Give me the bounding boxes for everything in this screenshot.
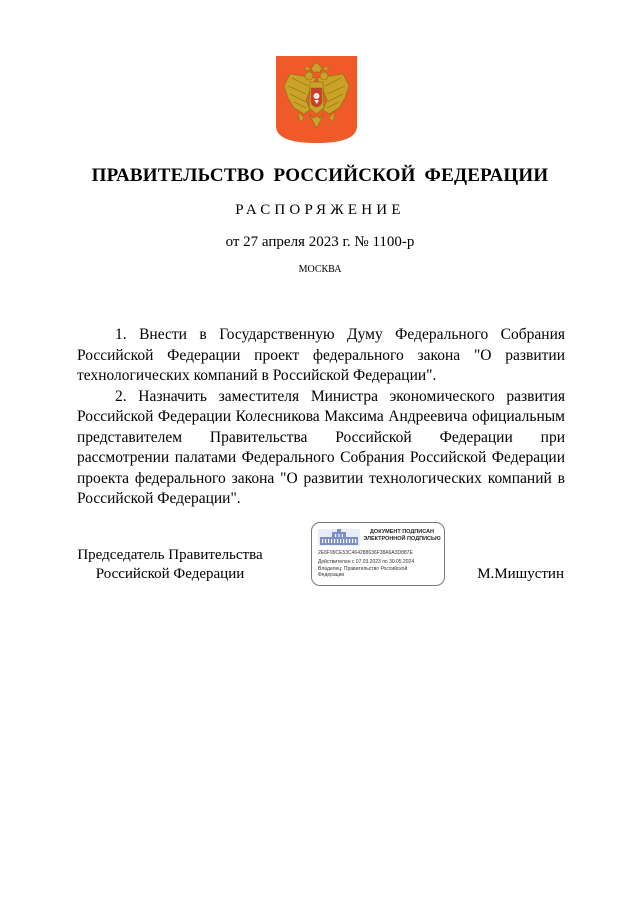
electronic-signature-stamp	[311, 522, 445, 586]
signer-name: М.Мишустин	[477, 566, 564, 582]
stamp-owner-line-2: Федерации	[318, 572, 345, 578]
state-emblem-icon	[276, 56, 357, 143]
government-title: ПРАВИТЕЛЬСТВО РОССИЙСКОЙ ФЕДЕРАЦИИ	[91, 165, 549, 186]
document-city: МОСКВА	[298, 264, 342, 275]
document-type: РАСПОРЯЖЕНИЕ	[235, 202, 405, 218]
paragraph-1: 1. Внести в Государственную Думу Федерального Собрания Российской Федерации проект федерального закона "О развитии технологических компаний в Российской Федерации".	[77, 326, 565, 384]
stamp-header-line-1: ДОКУМЕНТ ПОДПИСАН	[370, 529, 434, 535]
paragraph-2: 2. Назначить заместителя Министра экономического развития Российской Федерации Колесникова Максима Андреевича официальным представителем Правительства Российской Федерации при рассмотрении палатами Федерального Собрания Российской Федерации проекта федерального закона "О развитии технологических компаний в Российской Федерации".	[77, 387, 565, 507]
stamp-owner-line-1: Владелец: Правительство Российской	[318, 566, 408, 572]
stamp-certificate: 2E6F99CE53C464288636F38A6A3D887E	[318, 550, 413, 556]
document-body	[77, 325, 565, 510]
stamp-validity: Действителен с 07.03.2023 по 30.05.2024	[318, 559, 415, 565]
stamp-header-line-2: ЭЛЕКТРОННОЙ ПОДПИСЬЮ	[363, 536, 441, 542]
signer-position	[70, 546, 270, 584]
government-building-icon	[318, 529, 360, 546]
signer-position-line-2: Российской Федерации	[95, 566, 245, 582]
stamp-header	[360, 529, 444, 543]
document-date-number: от 27 апреля 2023 г. № 1100-р	[225, 234, 415, 250]
signer-position-line-1: Председатель Правительства	[77, 547, 263, 563]
